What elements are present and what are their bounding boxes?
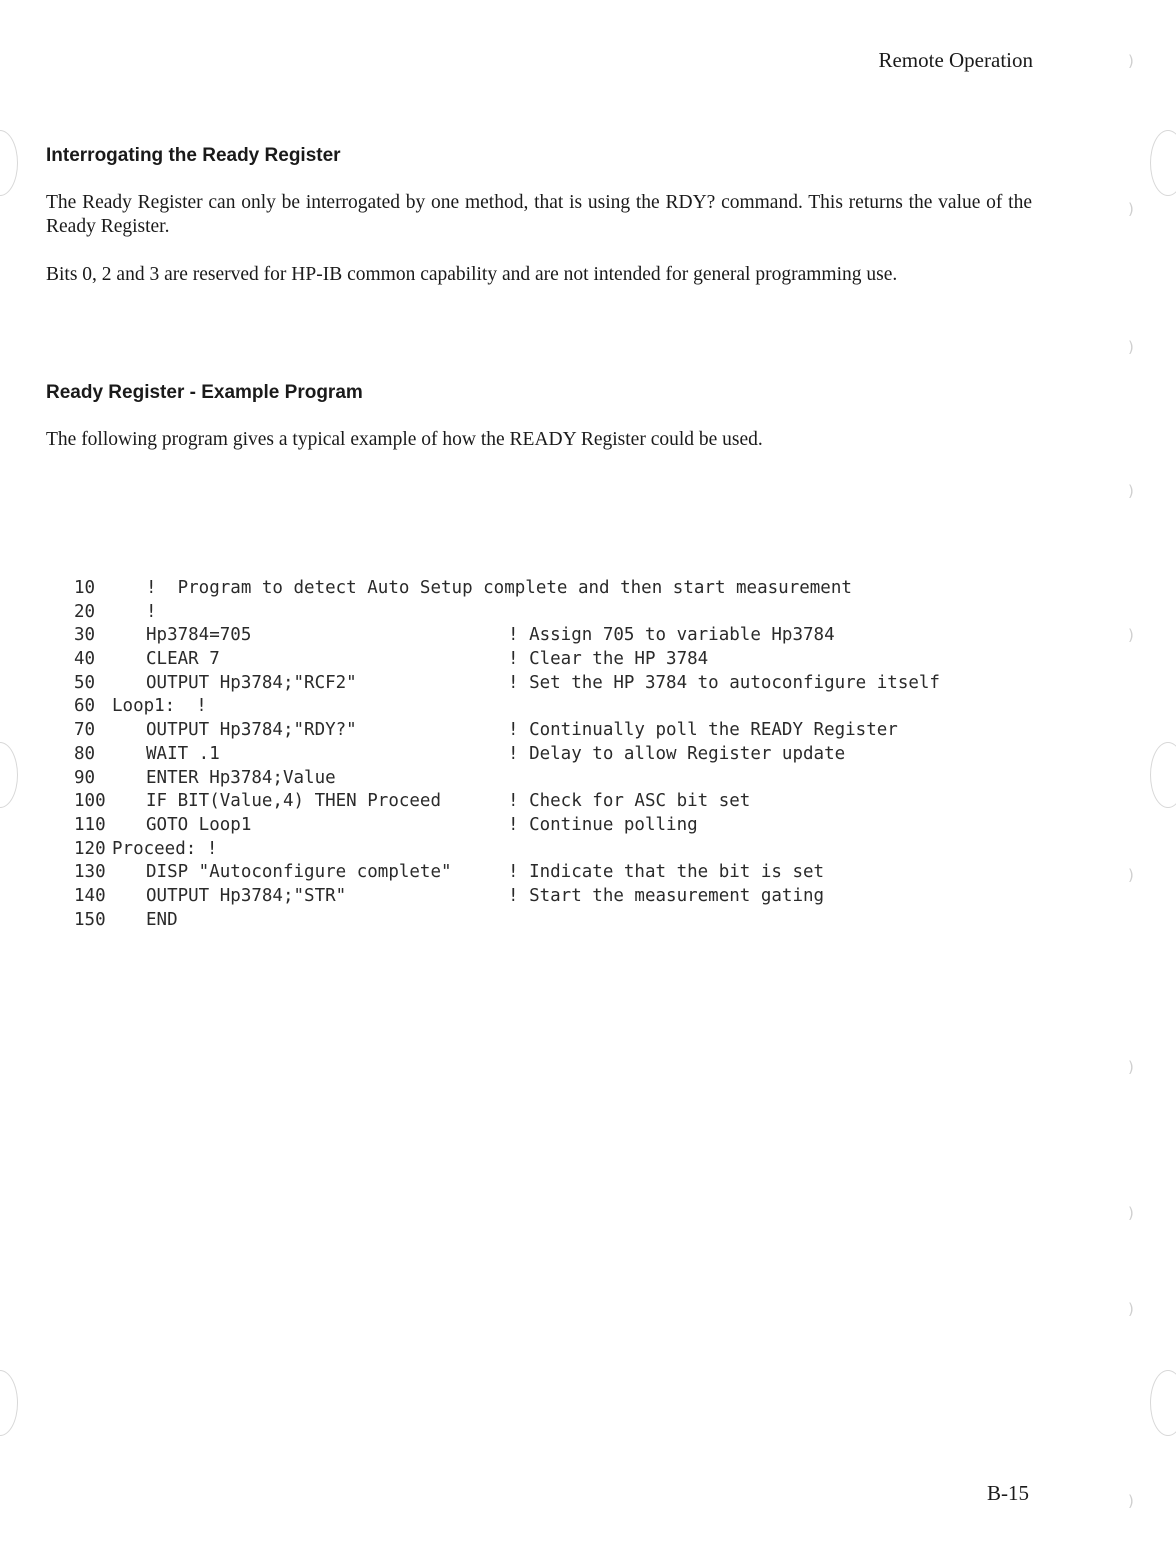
- code-comment: ! Continue polling: [508, 814, 698, 835]
- edge-mark: ): [1128, 866, 1134, 884]
- code-statement: IF BIT(Value,4) THEN Proceed: [146, 791, 442, 812]
- paragraph-reserved-bits: Bits 0, 2 and 3 are reserved for HP-IB common capability and are not intended for general programming use.: [46, 264, 898, 285]
- line-number: 60: [74, 696, 96, 717]
- line-number: 110: [74, 814, 106, 835]
- binder-hole-bottom-left: [0, 1370, 18, 1436]
- binder-hole-mid-right: [1150, 742, 1176, 808]
- code-comment: ! Check for ASC bit set: [508, 791, 751, 812]
- code-statement: ENTER Hp3784;Value: [146, 767, 336, 788]
- section-heading-interrogating: Interrogating the Ready Register: [46, 145, 341, 166]
- line-number: 30: [74, 625, 96, 646]
- code-comment: ! Assign 705 to variable Hp3784: [508, 625, 835, 646]
- code-statement: Hp3784=705: [146, 625, 252, 646]
- line-number: 50: [74, 672, 96, 693]
- code-comment: ! Clear the HP 3784: [508, 649, 709, 670]
- code-statement: !: [146, 601, 157, 622]
- code-comment: ! Continually poll the READY Register: [508, 720, 898, 741]
- edge-mark: ): [1128, 626, 1134, 644]
- paragraph-example-intro: The following program gives a typical example of how the READY Register could be used.: [46, 429, 763, 450]
- line-number: 90: [74, 767, 96, 788]
- edge-mark: ): [1128, 1492, 1134, 1510]
- line-number: 70: [74, 720, 96, 741]
- code-statement: END: [146, 909, 178, 930]
- edge-mark: ): [1128, 52, 1134, 70]
- line-number: 80: [74, 743, 96, 764]
- paragraph-rdy-command: The Ready Register can only be interrogated by one method, that is using the RDY? command. This returns the value of the Ready Register.: [46, 192, 1032, 237]
- edge-mark: ): [1128, 1204, 1134, 1222]
- binder-hole-top-right: [1150, 130, 1176, 196]
- page-number: B-15: [987, 1481, 1029, 1505]
- code-comment: ! Indicate that the bit is set: [508, 862, 825, 883]
- section-heading-example-program: Ready Register - Example Program: [46, 382, 363, 403]
- code-comment: ! Start the measurement gating: [508, 885, 825, 906]
- line-number: 20: [74, 601, 96, 622]
- code-statement: CLEAR 7: [146, 649, 220, 670]
- code-statement: OUTPUT Hp3784;"RDY?": [146, 720, 357, 741]
- code-statement: Proceed: !: [112, 838, 218, 859]
- binder-hole-top-left: [0, 130, 18, 196]
- edge-mark: ): [1128, 482, 1134, 500]
- line-number: 120: [74, 838, 106, 859]
- code-statement: ! Program to detect Auto Setup complete and then start measurement: [146, 578, 852, 598]
- edge-mark: ): [1128, 200, 1134, 218]
- edge-mark: ): [1128, 1058, 1134, 1076]
- edge-mark: ): [1128, 1300, 1134, 1318]
- line-number: 130: [74, 862, 106, 883]
- line-number: 10: [74, 578, 96, 598]
- code-comment: ! Set the HP 3784 to autoconfigure itself: [508, 672, 940, 693]
- line-number: 100: [74, 791, 106, 812]
- code-comment: ! Delay to allow Register update: [508, 743, 846, 764]
- line-number: 40: [74, 649, 96, 670]
- running-head: Remote Operation: [878, 48, 1033, 72]
- code-statement: WAIT .1: [146, 743, 220, 764]
- edge-mark: ): [1128, 338, 1134, 356]
- code-statement: Loop1: !: [112, 696, 207, 717]
- code-statement: OUTPUT Hp3784;"RCF2": [146, 672, 357, 693]
- line-number: 150: [74, 909, 106, 930]
- binder-hole-bottom-right: [1150, 1370, 1176, 1436]
- line-number: 140: [74, 885, 106, 906]
- code-statement: GOTO Loop1: [146, 814, 252, 835]
- code-statement: OUTPUT Hp3784;"STR": [146, 885, 347, 906]
- binder-hole-mid-left: [0, 742, 18, 808]
- code-statement: DISP "Autoconfigure complete": [146, 862, 452, 883]
